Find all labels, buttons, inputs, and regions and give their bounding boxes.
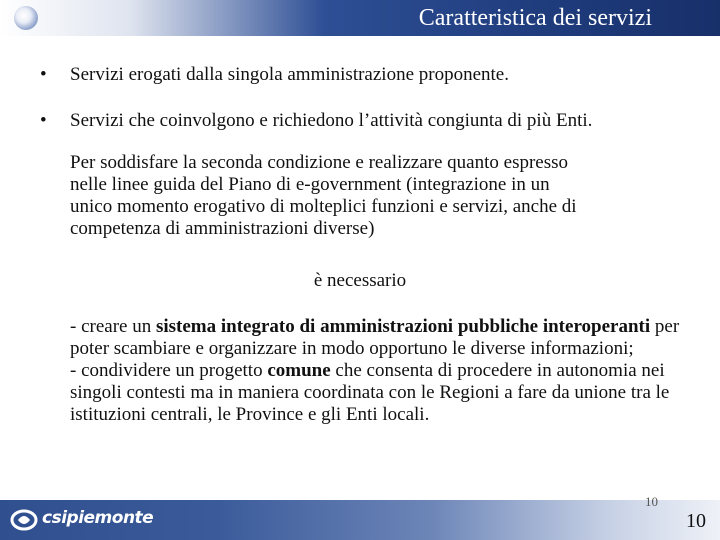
bullet-marker: • xyxy=(40,64,47,85)
bullet-text: Servizi erogati dalla singola amministrazione proponente. xyxy=(70,64,509,85)
bullet-marker: • xyxy=(40,110,47,131)
item-bold: comune xyxy=(267,360,331,381)
list-item xyxy=(70,360,690,426)
footer-logo-text: csipiemonte xyxy=(42,508,154,528)
bullet-item xyxy=(40,64,509,86)
item-prefix: - condividere un progetto xyxy=(70,360,268,381)
list-item xyxy=(70,316,690,360)
item-suffix: per poter scambiare e organizzare in modo opportuno le diverse informazioni; xyxy=(70,316,680,359)
page-number-small: 10 xyxy=(645,494,658,509)
explanation-paragraph xyxy=(70,152,577,240)
bullet-item xyxy=(40,110,592,132)
item-bold: sistema integrato di amministrazioni pubbliche interoperanti xyxy=(155,316,651,337)
title-bar xyxy=(0,0,720,36)
requirements-list xyxy=(70,316,690,426)
paragraph-line: Per soddisfare la seconda condizione e realizzare quanto espresso xyxy=(70,152,569,173)
paragraph-line: competenza di amministrazioni diverse) xyxy=(70,218,375,239)
center-statement: è necessario xyxy=(313,270,407,291)
title-orb-icon xyxy=(14,6,38,30)
item-prefix: - creare un xyxy=(70,316,156,337)
item-suffix: che consenta di procedere in autonomia nei singoli contesti ma in maniera coordinata con le Regioni a fare da unione tra le istituzioni centrali, le Province e gli Enti locali. xyxy=(70,360,670,425)
paragraph-line: unico momento erogativo di molteplici funzioni e servizi, anche di xyxy=(70,196,577,217)
csi-logo-icon xyxy=(10,508,38,532)
slide-title: Caratteristica dei servizi xyxy=(418,5,652,31)
paragraph-line: nelle linee guida del Piano di e-government (integrazione in un xyxy=(70,174,550,195)
page-number: 10 xyxy=(686,510,706,532)
bullet-text: Servizi che coinvolgono e richiedono l’attività congiunta di più Enti. xyxy=(70,110,593,131)
